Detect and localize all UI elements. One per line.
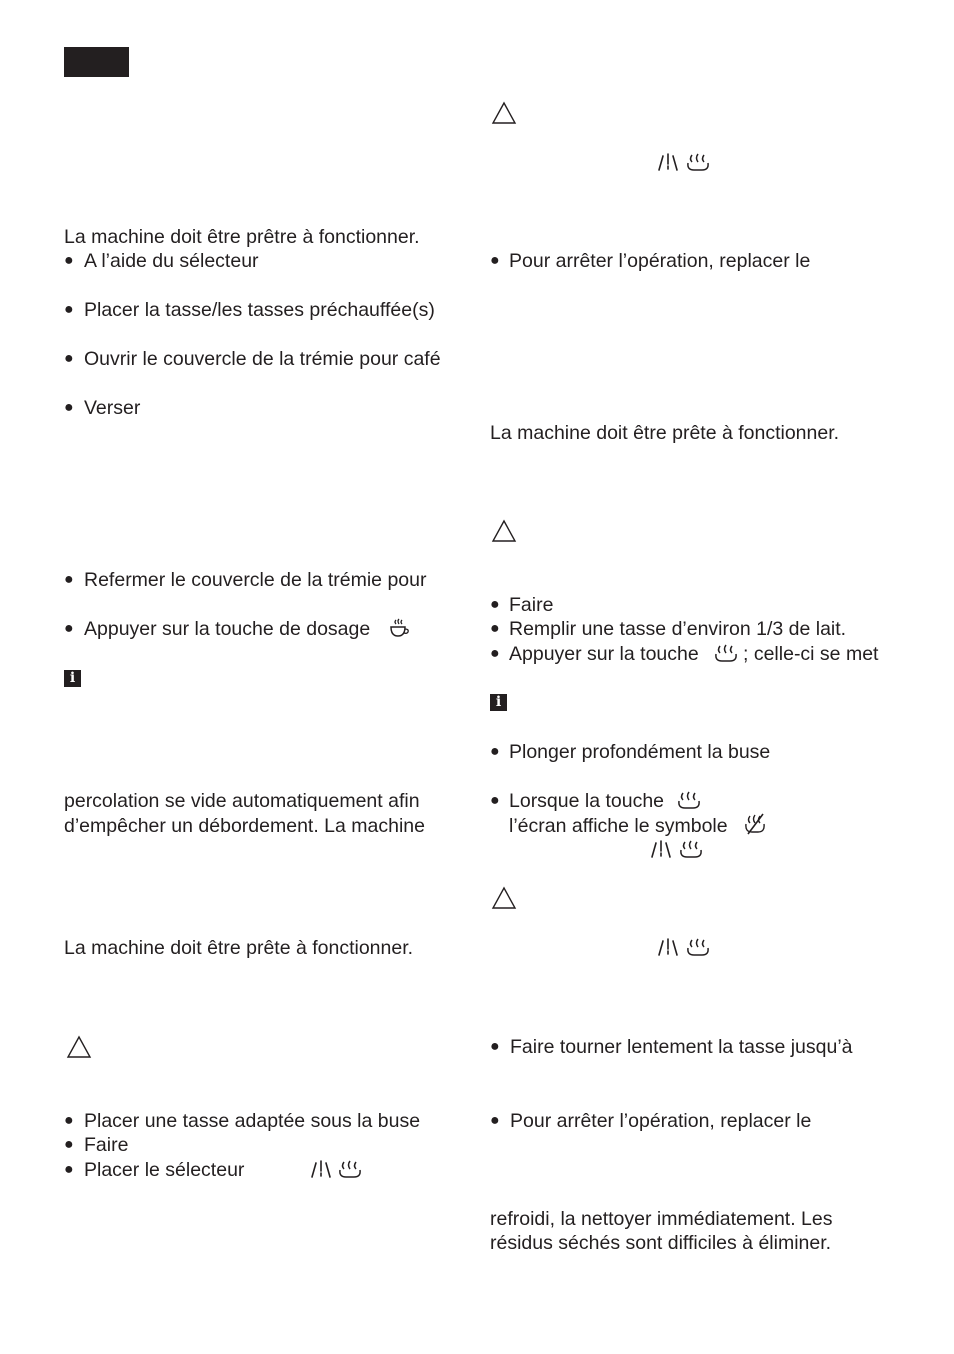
bullet: ●	[64, 1161, 74, 1178]
step-pour: Verser	[84, 397, 141, 419]
bullet: ●	[490, 252, 500, 269]
bullet: ●	[490, 645, 500, 662]
steam-icon	[678, 838, 704, 860]
bullet: ●	[490, 743, 500, 760]
hot-water-icon	[655, 151, 681, 173]
step-fill-milk: Remplir une tasse d’environ 1/3 de lait.	[509, 618, 847, 640]
step-faire: Faire	[509, 594, 554, 616]
step-when-key: Lorsque la touche	[509, 790, 665, 812]
hot-water-icon	[648, 838, 674, 860]
step-dip-nozzle: Plonger profondément la buse	[509, 741, 771, 763]
bullet: ●	[64, 350, 74, 367]
percolation-text-2: d’empêcher un débordement. La machine	[64, 815, 425, 837]
step-open-lid: Ouvrir le couvercle de la trémie pour café	[84, 348, 441, 370]
step-faire: Faire	[84, 1134, 129, 1156]
steam-icon	[713, 642, 739, 664]
bullet: ●	[64, 1136, 74, 1153]
warning-triangle-icon	[491, 886, 517, 910]
bullet: ●	[490, 1112, 500, 1129]
steam-icon	[337, 1158, 363, 1180]
info-icon: i	[490, 694, 507, 711]
info-icon: i	[64, 670, 81, 687]
step-stop: Pour arrêter l’opération, replacer le	[510, 1110, 812, 1132]
bullet: ●	[64, 1112, 74, 1129]
bullet: ●	[64, 301, 74, 318]
cooling-text-2: résidus séchés sont difficiles à éliminer.	[490, 1232, 832, 1254]
hot-water-icon	[655, 936, 681, 958]
step-close-lid: Refermer le couvercle de la trémie pour	[84, 569, 427, 591]
ready-text: La machine doit être prêtre à fonctionner.	[64, 226, 420, 248]
language-tab	[64, 47, 129, 77]
bullet: ●	[64, 620, 74, 637]
step-press-steam-tail: ; celle-ci se met	[743, 643, 879, 665]
step-place-selector: Placer le sélecteur	[84, 1159, 245, 1181]
bullet: ●	[64, 571, 74, 588]
bullet: ●	[64, 399, 74, 416]
warning-triangle-icon	[491, 101, 517, 125]
coffee-cup-icon	[388, 618, 410, 640]
steam-icon	[685, 151, 711, 173]
screen-symbol-line: l’écran affiche le symbole	[509, 815, 728, 837]
cooling-text-1: refroidi, la nettoyer immédiatement. Les	[490, 1208, 833, 1230]
steam-icon	[676, 789, 702, 811]
bullet: ●	[490, 1038, 500, 1055]
no-steam-symbol-icon	[742, 812, 768, 836]
step-dosage: Appuyer sur la touche de dosage	[84, 618, 371, 640]
step-stop: Pour arrêter l’opération, replacer le	[509, 250, 811, 272]
steam-icon	[685, 936, 711, 958]
step-place-cups: Placer la tasse/les tasses préchauffée(s)	[84, 299, 435, 321]
step-selector: A l’aide du sélecteur	[84, 250, 259, 272]
ready-text: La machine doit être prête à fonctionner.	[490, 422, 840, 444]
percolation-text-1: percolation se vide automatiquement afin	[64, 790, 420, 812]
bullet: ●	[490, 596, 500, 613]
bullet: ●	[490, 620, 500, 637]
ready-text: La machine doit être prête à fonctionner.	[64, 937, 414, 959]
step-turn-cup: Faire tourner lentement la tasse jusqu’à	[510, 1036, 853, 1058]
step-place-cup: Placer une tasse adaptée sous la buse	[84, 1110, 421, 1132]
warning-triangle-icon	[66, 1035, 92, 1059]
warning-triangle-icon	[491, 519, 517, 543]
bullet: ●	[64, 252, 74, 269]
step-press-steam: Appuyer sur la touche	[509, 643, 699, 665]
bullet: ●	[490, 792, 500, 809]
hot-water-icon	[308, 1158, 334, 1180]
